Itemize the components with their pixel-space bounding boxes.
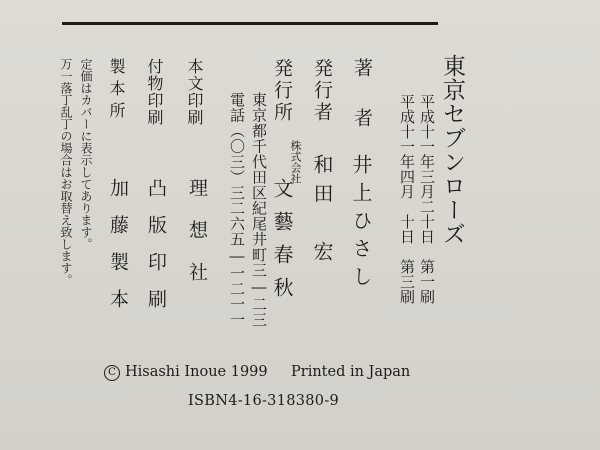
publisher-company: 文藝春秋 [270, 178, 294, 310]
publisher-label: 発行所 [271, 58, 293, 124]
printed-in-japan: Printed in Japan [291, 364, 411, 380]
book-title: 東京セブンローズ [439, 54, 465, 246]
date-third-print: 平成十一年四月 十日 第三刷 [398, 94, 416, 304]
isbn: ISBN4-16-318380-9 [188, 393, 340, 409]
attached-printer: 凸版印刷 [145, 178, 167, 326]
publisher-person-label: 発行者 [311, 58, 333, 124]
print-dates [397, 94, 437, 304]
company-prefix: 株式会社 [289, 140, 302, 184]
top-rule [62, 22, 438, 25]
publisher-address: 東京都千代田区紀尾井町三―二三 [250, 92, 268, 328]
binder: 加藤製本 [107, 178, 129, 326]
attached-printing-label: 付物印刷 [145, 58, 164, 126]
date-first-print: 平成十一年三月二十日 第一刷 [418, 94, 436, 304]
publisher-person: 和田 宏 [310, 154, 334, 270]
author-name: 井上ひさし [349, 154, 373, 294]
replacement-note: 万一落丁乱丁の場合はお取替え致します。 [59, 58, 73, 286]
copyright-symbol: C [104, 365, 120, 381]
price-note: 定価はカバーに表示してあります。 [79, 58, 93, 250]
binding-label: 製本所 [107, 58, 126, 124]
copyright-line [104, 364, 268, 381]
text-printer: 理 想 社 [186, 178, 208, 283]
publisher-phone: 電話（〇三）三二六五―一二一一 [228, 92, 246, 328]
text-printing-label: 本文印刷 [185, 58, 204, 126]
copyright-text: Hisashi Inoue 1999 [125, 364, 268, 380]
author-label: 著 者 [351, 58, 373, 133]
